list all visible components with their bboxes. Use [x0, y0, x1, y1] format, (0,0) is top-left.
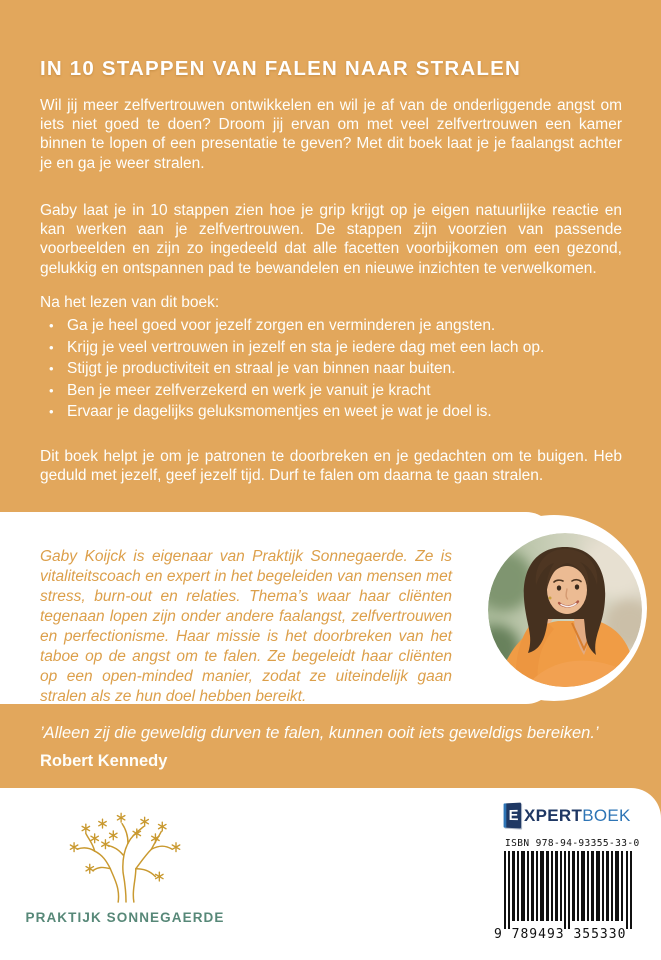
bullet-icon: •	[49, 318, 54, 333]
barcode	[504, 851, 632, 929]
list-intro: Na het lezen van dit boek:	[40, 294, 220, 311]
tree-icon	[52, 806, 202, 904]
list-item	[40, 358, 628, 380]
steps-paragraph: Gaby laat je in 10 stappen zien hoe je grip krijgt op je eigen natuurlijke reactie en kan werken aan je zelfvertrouwen. De stappen zijn voorzien van passende voorbeelden en zijn zo ingedeeld dat alle facetten voorbijkomen om een gezond, gelukkig en ontspannen pad te bewandelen en nieuwe inzichten te verwelkomen.	[40, 201, 622, 277]
isbn-label: ISBN 978-94-93355-33-0	[505, 838, 640, 849]
quote-author: Robert Kennedy	[40, 752, 168, 770]
footer-panel	[0, 788, 661, 960]
bullet-icon: •	[49, 404, 54, 420]
list-item	[40, 337, 628, 359]
barcode-digits: 9 789493 355330	[494, 927, 627, 942]
bullet-icon: •	[49, 339, 54, 355]
author-portrait-illustration	[488, 533, 642, 687]
publisher-name-bold: XPERT	[524, 805, 583, 825]
bullet-icon: •	[49, 361, 54, 377]
author-photo	[488, 533, 642, 687]
list-item	[40, 315, 628, 337]
publisher-name-light: BOEK	[582, 805, 631, 825]
benefits-list	[40, 315, 628, 423]
list-item-text: Ervaar je dagelijks geluksmomentjes en weet je wat je doel is.	[67, 403, 492, 421]
list-item-text: Stijgt je productiviteit en straal je van binnen naar buiten.	[67, 360, 456, 378]
book-icon-letter: E	[508, 806, 519, 825]
practice-logo-text: PRAKTIJK SONNEGAERDE	[25, 910, 225, 925]
intro-paragraph: Wil jij meer zelfvertrouwen ontwikkelen en wil je af van de onderliggende angst om iets niet goed te doen? Droom jij ervan om met veel zelfvertrouwen een kamer binnen te lopen of een presentatie te geven? Met dit boek laat je je faalangst achter je en ga je weer stralen.	[40, 96, 622, 172]
page-title: IN 10 STAPPEN VAN FALEN NAAR STRALEN	[40, 56, 521, 80]
list-item-text: Ben je meer zelfverzekerd en werk je vanuit je kracht	[67, 381, 431, 399]
publisher-logo	[503, 803, 631, 828]
list-item	[40, 401, 628, 423]
author-bio-text: Gaby Koijck is eigenaar van Praktijk Sonnegaerde. Ze is vitaliteitscoach en expert in het begeleiden van mensen met stress, burn-out en relaties. Thema’s waar haar cliënten tegenaan lopen zijn onder andere faalangst, zelfvertrouwen en perfectionisme. Haar missie is het doorbreken van het taboe op de angst om te falen. Ze begeleidt haar cliënten op een open-minded manier, zodat ze uiteindelijk gaan stralen als ze hun doel hebben bereikt.	[40, 547, 452, 705]
list-item-text: Krijg je veel vertrouwen in jezelf en sta je iedere dag met een lach op.	[67, 338, 545, 356]
book-icon	[504, 803, 521, 829]
quote-text: ’Alleen zij die geweldig durven te falen, kunnen ooit iets geweldigs bereiken.’	[40, 724, 599, 742]
bullet-icon: •	[49, 382, 54, 398]
list-item	[40, 380, 628, 402]
closing-paragraph: Dit boek helpt je om je patronen te doorbreken en je gedachten om te buigen. Heb geduld met jezelf, geef jezelf tijd. Durf te falen om daarna te gaan stralen.	[40, 447, 622, 484]
list-item-text: Ga je heel goed voor jezelf zorgen en verminderen je angsten.	[67, 317, 496, 334]
